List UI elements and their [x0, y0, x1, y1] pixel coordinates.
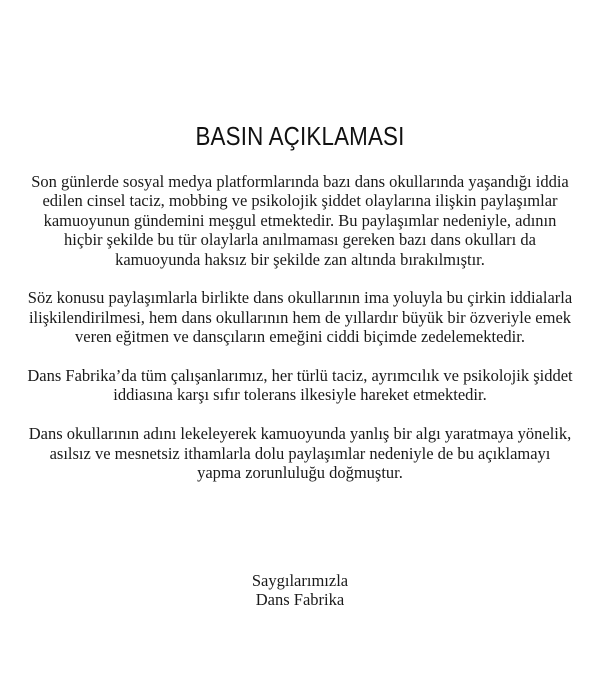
document-body	[26, 172, 574, 502]
signature-block	[0, 571, 600, 610]
signature-name: Dans Fabrika	[255, 590, 345, 610]
closing-text: Saygılarımızla	[251, 571, 349, 590]
body-paragraph-4: Dans okullarının adını lekeleyerek kamuoyunda yanlış bir algı yaratmaya yönelik, asılsız ve mesnetsiz ithamlarla dolu paylaşımlar nedeniyle de bu açıklamayı yapma zorunluluğu doğmuştur.	[28, 424, 572, 483]
body-paragraph-3: Dans Fabrika’da tüm çalışanlarımız, her türlü taciz, ayrımcılık ve psikolojik şiddet iddiasına karşı sıfır tolerans ilkesiyle hareket etmektedir.	[27, 366, 573, 405]
document-title: BASIN AÇIKLAMASI	[195, 121, 405, 151]
body-paragraph-2: Söz konusu paylaşımlarla birlikte dans okullarının ima yoluyla bu çirkin iddialarla ilişkilendirilmesi, hem dans okullarının hem de yıllardır büyük bir özveriyle emek veren eğitmen ve dansçıların emeğini ciddi biçimde zedelemektedir.	[27, 288, 573, 347]
body-paragraph-1: Son günlerde sosyal medya platformlarında bazı dans okullarında yaşandığı iddia edilen cinsel taciz, mobbing ve psikolojik şiddet olaylarına ilişkin paylaşımlar kamuoyunun gündemini meşgul etmektedir. Bu paylaşımlar nedeniyle, adının hiçbir şekilde bu tür olaylarla anılmaması gereken bazı dans okulları da kamuoyunda haksız bir şekilde zan altında bırakılmıştır.	[31, 172, 569, 269]
